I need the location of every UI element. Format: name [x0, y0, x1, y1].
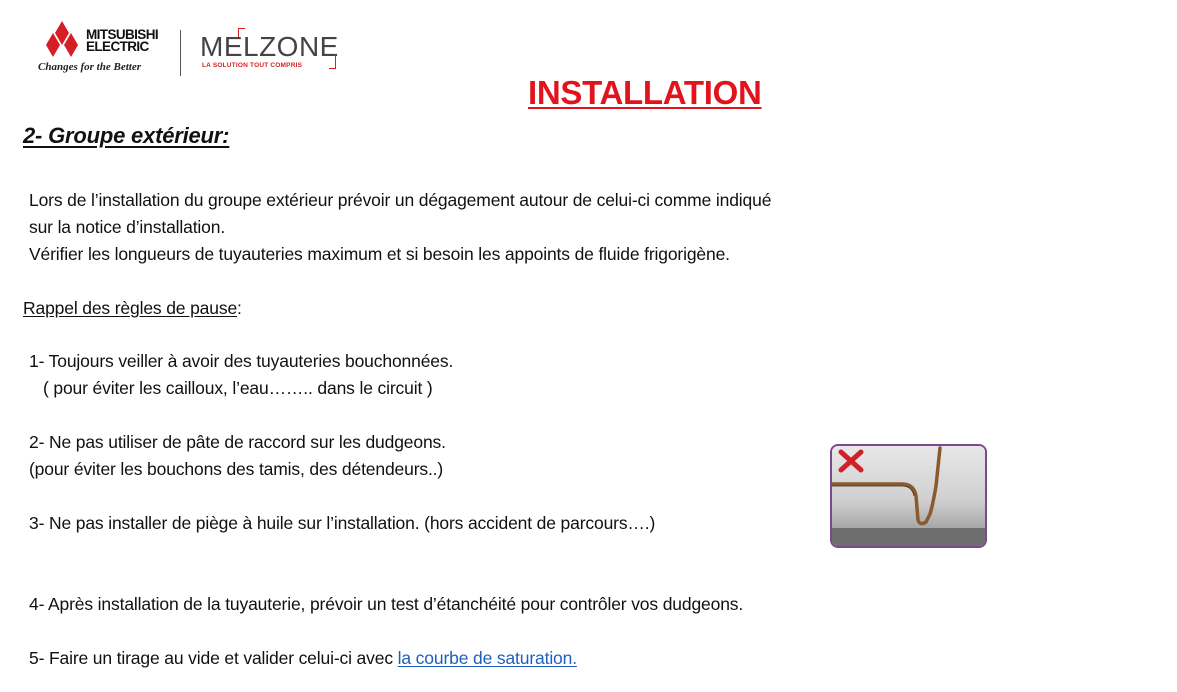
brand-name-line2: ELECTRIC — [86, 39, 149, 54]
rule-1-text: 1- Toujours veiller à avoir des tuyauteries bouchonnées. — [29, 351, 454, 371]
rule-4-text: 4- Après installation de la tuyauterie, prévoir un test d’étanchéité pour contrôler vos dudgeons. — [29, 594, 744, 614]
page-title: INSTALLATION — [528, 74, 762, 111]
rules-heading-text: Rappel des règles de pause — [23, 298, 238, 318]
logo-divider — [180, 30, 181, 76]
red-cross-icon — [838, 449, 864, 473]
three-diamonds-icon — [38, 20, 86, 62]
intro-line-2: sur la notice d’installation. — [29, 217, 226, 237]
rules-heading-colon: : — [237, 298, 242, 318]
partner-logo-name: MELZONE — [200, 31, 339, 62]
brand-slogan: Changes for the Better — [38, 61, 141, 73]
rule-3-text: 3- Ne pas installer de piège à huile sur l’installation. (hors accident de parcours….) — [29, 513, 656, 533]
partner-logo-tagline: LA SOLUTION TOUT COMPRIS — [202, 62, 303, 69]
rule-1-note: ( pour éviter les cailloux, l’eau…….. dans le circuit ) — [43, 378, 433, 398]
melzone-bracket-right — [329, 54, 336, 69]
oil-trap-photo — [830, 444, 987, 548]
section-title: 2- Groupe extérieur: — [23, 123, 230, 148]
rules-heading — [23, 297, 242, 319]
intro-line-3: Vérifier les longueurs de tuyauteries maximum et si besoin les appoints de fluide frigorigène. — [29, 244, 730, 264]
rule-2-text: 2- Ne pas utiliser de pâte de raccord sur les dudgeons. — [29, 432, 446, 452]
rule-2-note: (pour éviter les bouchons des tamis, des détendeurs..) — [29, 459, 444, 479]
rule-5-text: 5- Faire un tirage au vide et valider celui-ci avec — [29, 648, 398, 668]
brand-name-line1: MITSUBISHI — [86, 27, 159, 42]
rule-5 — [29, 647, 577, 669]
intro-line-1: Lors de l’installation du groupe extérieur prévoir un dégagement autour de celui-ci comme indiqué — [29, 190, 772, 210]
saturation-curve-link[interactable]: la courbe de saturation. — [397, 648, 577, 668]
